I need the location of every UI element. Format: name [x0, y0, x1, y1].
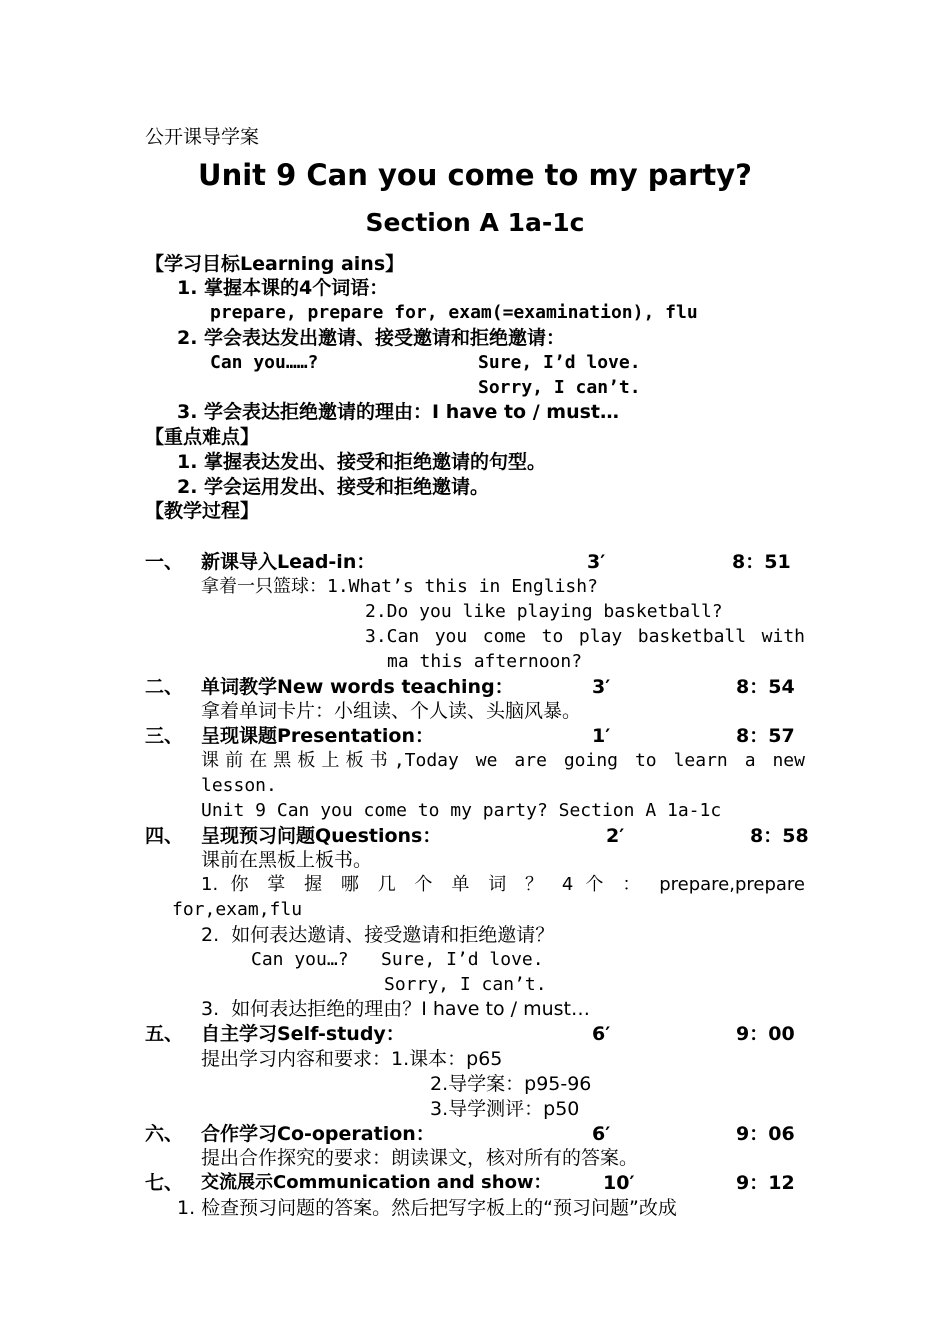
step-time: 9：12 [736, 1172, 795, 1194]
step-number: 五、 [145, 1023, 184, 1045]
step-number: 七、 [145, 1172, 184, 1194]
objective-item-3: 3. 学会表达拒绝邀请的理由：I have to / must… [177, 401, 619, 423]
step-title: 新课导入Lead-in： [201, 551, 376, 573]
key-point-item-2: 2. 学会运用发出、接受和拒绝邀请。 [177, 476, 490, 498]
step-duration: 6′ [592, 1023, 611, 1045]
step-row-4 [145, 824, 809, 848]
step-time: 9：06 [736, 1123, 795, 1145]
step-number: 三、 [145, 725, 184, 747]
step-row-3 [145, 724, 805, 748]
document-header-label: 公开课导学案 [145, 126, 260, 148]
step-1-line: 3.Can you come to play basketball with [365, 626, 805, 647]
step-row-7 [145, 1171, 805, 1195]
objective-item-1: 1. 掌握本课的4个词语： [177, 277, 389, 299]
step-title: 交流展示Communication and show： [201, 1172, 552, 1193]
step-1-line: 拿着一只篮球：1.What’s this in English? [201, 576, 598, 597]
step-time: 9：00 [736, 1023, 795, 1045]
step-4-line: 课前在黑板上板书。 [201, 849, 373, 871]
step-row-5 [145, 1022, 805, 1046]
objective-item-2: 2. 学会表达发出邀请、接受邀请和拒绝邀请： [177, 327, 566, 349]
step-duration: 6′ [592, 1123, 611, 1145]
step-time: 8：58 [750, 825, 809, 847]
objective-item-2-invite: Can you……? [210, 352, 319, 373]
objectives-heading: 【学习目标Learning ains】 [145, 253, 405, 275]
step-3-line: lesson. [201, 775, 277, 796]
step-5-line: 2.导学案：p95-96 [430, 1073, 592, 1095]
step-title: 自主学习Self-study： [201, 1023, 405, 1045]
step-4-line: 2. 如何表达邀请、接受邀请和拒绝邀请？ [201, 924, 555, 946]
step-5-line: 3.导学测评：p50 [430, 1098, 580, 1120]
step-4-line: 3. 如何表达拒绝的理由？I have to / must… [201, 998, 590, 1020]
step-time: 8：57 [736, 725, 795, 747]
step-duration: 1′ [592, 725, 611, 747]
document-title: Unit 9 Can you come to my party? [198, 158, 752, 192]
step-time: 8：51 [732, 551, 791, 573]
objective-item-2-accept: Sure, I’d love. [478, 352, 641, 373]
step-7-line: 1. 检查预习问题的答案。然后把写字板上的“预习问题”改成 [177, 1197, 677, 1219]
objective-item-2-decline: Sorry, I can’t. [478, 377, 641, 398]
step-4-line: Sorry, I can’t. [384, 974, 547, 995]
process-heading: 【教学过程】 [145, 500, 260, 522]
step-4-line: Can you…? Sure, I’d love. [251, 949, 544, 970]
step-duration: 3′ [592, 676, 611, 698]
step-duration: 3′ [587, 551, 606, 573]
objective-item-1-words: prepare, prepare for, exam(=examination), flu [210, 302, 698, 323]
key-points-heading: 【重点难点】 [145, 426, 260, 448]
step-1-line: 2.Do you like playing basketball? [365, 601, 723, 622]
step-title: 呈现预习问题Questions： [201, 825, 442, 847]
step-2-line: 拿着单词卡片：小组读、个人读、头脑风暴。 [201, 700, 582, 722]
step-title: 合作学习Co-operation： [201, 1123, 435, 1145]
document-subtitle: Section A 1a-1c [365, 208, 585, 237]
step-title: 呈现课题Presentation： [201, 725, 434, 747]
step-5-line: 提出学习内容和要求：1.课本：p65 [201, 1048, 503, 1070]
step-3-line: 课前在黑板上板书,Today we are going to learn a new [201, 750, 805, 771]
step-row-6 [145, 1122, 805, 1146]
step-number: 六、 [145, 1123, 184, 1145]
step-4-line: for,exam,flu [172, 899, 303, 920]
key-point-item-1: 1. 掌握表达发出、接受和拒绝邀请的句型。 [177, 451, 547, 473]
step-row-1 [145, 550, 805, 574]
step-number: 四、 [145, 825, 184, 847]
step-number: 一、 [145, 551, 184, 573]
step-duration: 10′ [603, 1172, 635, 1194]
step-3-line: Unit 9 Can you come to my party? Section A 1a-1c [201, 800, 722, 821]
step-row-2 [145, 675, 805, 699]
step-title: 单词教学New words teaching： [201, 676, 514, 698]
step-6-line: 提出合作探究的要求：朗读课文，核对所有的答案。 [201, 1147, 639, 1169]
step-number: 二、 [145, 676, 184, 698]
step-time: 8：54 [736, 676, 795, 698]
step-duration: 2′ [606, 825, 625, 847]
step-1-line: ma this afternoon? [387, 651, 583, 672]
step-4-line: 1. 你 掌 握 哪 几 个 单 词 ？ 4 个 ： prepare,prepare [201, 874, 805, 895]
